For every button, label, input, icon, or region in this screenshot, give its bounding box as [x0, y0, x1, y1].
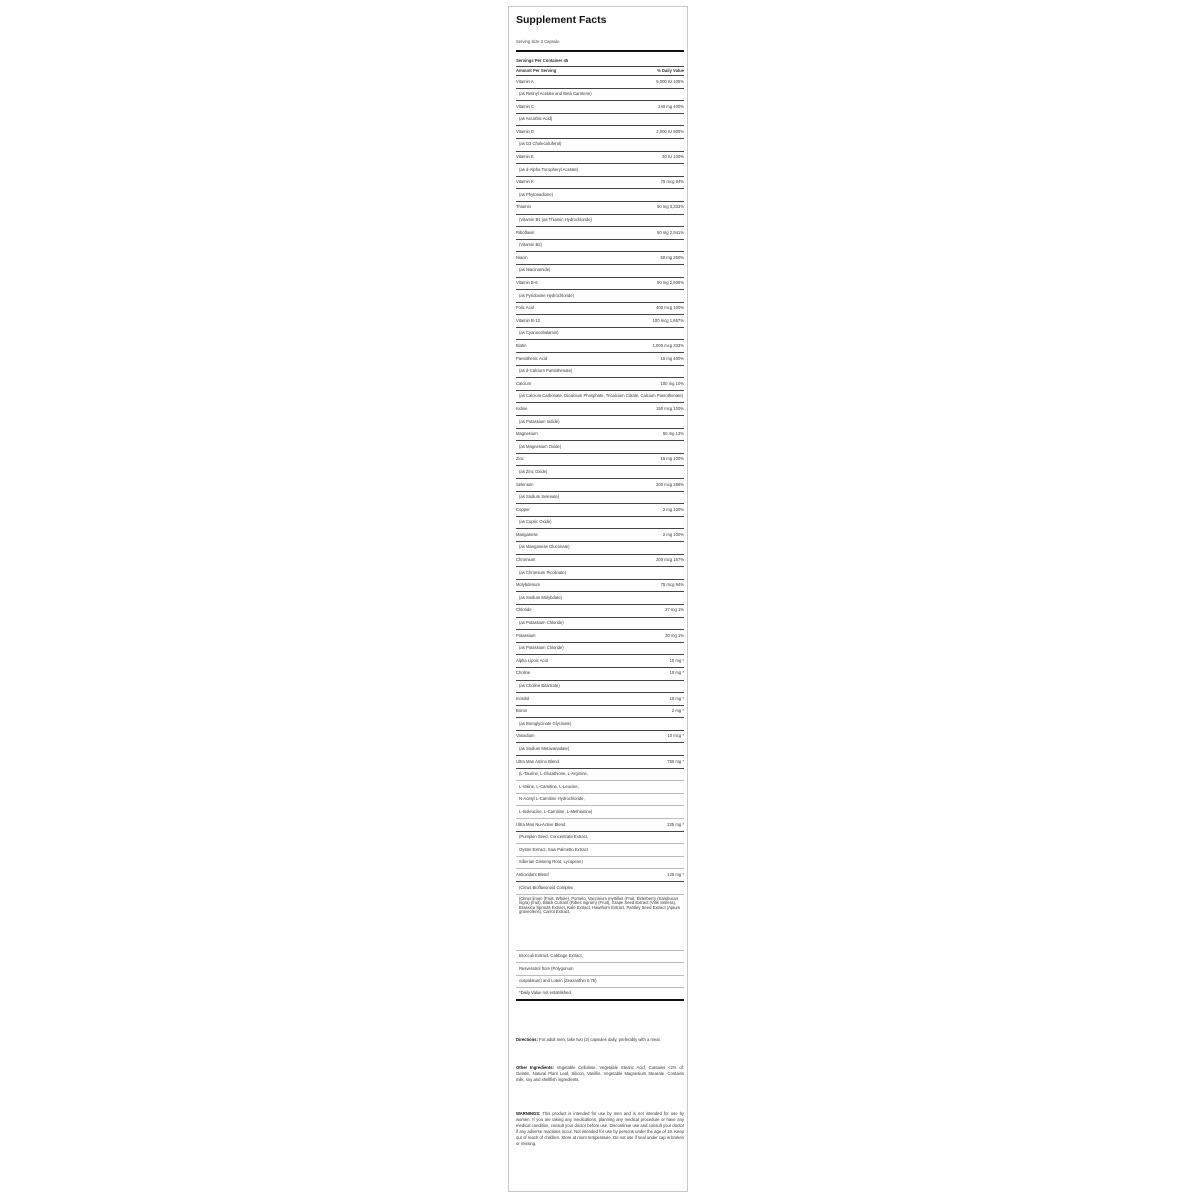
blend-row-label: Ultra Man Amino Blend	[516, 758, 559, 764]
nutrient-source-label: (as Chromium Picolinate)	[519, 569, 567, 575]
blend-ingredient	[516, 844, 684, 857]
nutrient-row	[516, 479, 684, 492]
nutrient-source-label: (Vitamin B2)	[519, 242, 542, 248]
nutrient-source	[516, 466, 684, 479]
nutrient-source-label: (as Calcium Carbonate, Dicalcium Phosphate, Tricalcium Citrate, Calcium Pantothenate)	[519, 393, 684, 399]
nutrient-row-label: Selenium	[516, 481, 534, 487]
blend-ingredient	[516, 895, 684, 951]
nutrient-row	[516, 101, 684, 114]
nutrient-source	[516, 114, 684, 127]
blend-ingredient-label: (Citrus Bioflavonoid Complex	[519, 884, 573, 890]
nutrient-source-label: (as Cyanocobalamin)	[519, 330, 559, 336]
nutrient-row-amount: 400 mcg 100%	[656, 305, 684, 311]
nutrient-row	[516, 303, 684, 316]
nutrient-source	[516, 240, 684, 253]
nutrient-row-label: Riboflavin	[516, 229, 535, 235]
nutrient-row-amount: 30 mg 1%	[665, 632, 684, 638]
nutrient-row-label: Vanadium	[516, 733, 535, 739]
blend-ingredient	[516, 832, 684, 845]
nutrient-source-label: (as Magnesium Oxide)	[519, 443, 562, 449]
blend-row	[516, 756, 684, 769]
nutrient-row-label: Thiamin	[516, 204, 531, 210]
blend-ingredient	[516, 963, 684, 976]
warnings-label: WARNINGS:	[516, 1111, 541, 1116]
nutrient-source-label: (as Ascorbic Acid)	[519, 116, 553, 122]
nutrient-row-label: Inositol	[516, 695, 530, 701]
blend-ingredient-label: (Citrus limon (Fruit, Whole), Pomelo, Vaccinium myrtillus (Fruit, Elderberry (Sambucus nigra) (fruit), Black Currant (Ribes nigrum) (Fruit), Grape Seed Extract (Vitis vinifera), Brassica Sprouts Extract, Kale Extract, Hawthorn Extract, Parsley Seed Extract (Apium graveolens), Carrot Extract,	[519, 895, 681, 915]
directions-text	[516, 1037, 684, 1043]
table-header	[516, 67, 684, 76]
nutrient-row	[516, 605, 684, 618]
blend-row-label: Ultra Man Nu-Active Blend	[516, 821, 566, 827]
nutrient-row-label: Vitamin E	[516, 154, 534, 160]
blend-ingredient-label: Resveratrol from (Polygonum	[519, 965, 574, 971]
nutrient-source-label: (as Pyridoxine Hydrochloride)	[519, 292, 574, 298]
nutrient-row	[516, 126, 684, 139]
blend-ingredient-label: (L-Taurine, L-Glutathione, L-Arginine,	[519, 771, 588, 777]
nutrient-source	[516, 366, 684, 379]
nutrient-row-amount: 50 mg 250%	[660, 254, 684, 260]
nutrient-row-label: Boron	[516, 708, 528, 714]
nutrient-row-amount: 2 mg *	[671, 708, 684, 714]
nutrient-source	[516, 139, 684, 152]
footnote	[516, 988, 684, 1001]
nutrient-source-label: (as Phytonadione)	[519, 191, 553, 197]
nutrient-source	[516, 328, 684, 341]
nutrient-source-label: (as Niacinamide)	[519, 267, 551, 273]
nutrient-row-label: Vitamin B-6	[516, 280, 538, 285]
warnings-body: This product is intended for use by men and is not intended for use by women. If you are taking any medications, planning any medical procedure or have any medical condition, consult your doctor before use. Discontinue use and consult your doctor if any adverse reactions occur. Not intended for use by persons under the age of 18. Keep out of reach of children. Store at room temperature. Do not use if seal under cap is broken or missing.	[516, 1111, 684, 1147]
nutrient-row-amount: 10 mcg *	[667, 733, 684, 739]
nutrient-row	[516, 630, 684, 643]
other-ingredients-body: Vegetable Cellulose, Vegetable Stearic Acid, Contains <2% of: Gelatin, Natural Plant Leaf, Silicon, Vanillin, Vegetable Magnesium Stearate. Contains milk, soy and shellfish ingredients.	[516, 1065, 684, 1083]
blend-ingredient	[516, 951, 684, 964]
nutrient-source	[516, 743, 684, 756]
nutrient-row	[516, 731, 684, 744]
nutrient-row-label: Vitamin B-12	[516, 317, 540, 323]
nutrient-source	[516, 643, 684, 656]
nutrient-source	[516, 215, 684, 228]
nutrient-source	[516, 492, 684, 505]
nutrient-row	[516, 315, 684, 328]
nutrient-row	[516, 227, 684, 240]
nutrient-source	[516, 290, 684, 303]
nutrient-source-label: (as Boroglycinate Glycinate)	[519, 720, 572, 726]
panel-title: Supplement Facts	[516, 14, 607, 26]
nutrient-row	[516, 340, 684, 353]
nutrient-row-amount: 15 mg 100%	[660, 456, 684, 462]
directions-label: Directions:	[516, 1037, 538, 1042]
servings-per-container	[516, 57, 684, 67]
nutrient-table	[516, 57, 684, 1001]
nutrient-source	[516, 164, 684, 177]
servings-per-container-label: Servings Per Container 45	[516, 58, 569, 64]
nutrient-row-label: Niacin	[516, 254, 528, 260]
nutrient-row-label: Chromium	[516, 557, 536, 563]
nutrient-row-amount: 50 mg 2,500%	[656, 280, 684, 285]
nutrient-source	[516, 567, 684, 580]
nutrient-row-amount: 150 mcg 100%	[656, 405, 684, 411]
nutrient-row-amount: 50 mg 3,333%	[656, 204, 684, 210]
nutrient-row	[516, 353, 684, 366]
blend-ingredient-label: cuspidatum) and Lutein (Zeaxanthin 0.75)	[519, 978, 597, 984]
nutrient-source-label: (as Manganese Gluconate)	[519, 544, 570, 550]
nutrient-row-amount: 200 mcg 286%	[656, 481, 684, 487]
nutrient-row-label: Vitamin K	[516, 179, 534, 185]
nutrient-row	[516, 454, 684, 467]
nutrient-row	[516, 177, 684, 190]
nutrient-row-label: Biotin	[516, 342, 527, 348]
nutrient-row	[516, 202, 684, 215]
nutrient-row	[516, 429, 684, 442]
nutrient-row-label: Manganese	[516, 531, 538, 537]
nutrient-row-label: Zinc	[516, 456, 524, 462]
nutrient-source-label: (as Sodium Metavanadate)	[519, 745, 570, 751]
nutrient-row-amount: 27 mg 1%	[665, 607, 684, 613]
nutrient-row	[516, 580, 684, 593]
nutrient-source-label: (as d-Alpha Tocopheryl Acetate)	[519, 166, 579, 172]
nutrient-source-label: (as Retinyl Acetate and Beta Carotene)	[519, 91, 592, 97]
nutrient-row-amount: 2,000 IU 500%	[656, 128, 684, 134]
nutrient-row-label: Vitamin C	[516, 103, 535, 109]
nutrient-row-amount: 50 mg 2,941%	[656, 229, 684, 235]
nutrient-source-label: (Vitamin B1 (as Thiamin Hydrochloride)	[519, 217, 592, 223]
nutrient-source	[516, 718, 684, 731]
nutrient-row-label: Pantothenic Acid	[516, 355, 548, 361]
nutrient-row-label: Copper	[516, 506, 530, 512]
nutrient-source	[516, 89, 684, 102]
other-ingredients-text	[516, 1065, 684, 1083]
nutrient-row-amount: 75 mcg 94%	[660, 582, 684, 588]
blend-row-amount: 125 mg *	[667, 871, 684, 877]
blend-ingredient	[516, 976, 684, 989]
nutrient-source	[516, 441, 684, 454]
blend-ingredient-label: Broccoli Extract, Cabbage Extract,	[519, 953, 583, 959]
nutrient-source	[516, 416, 684, 429]
blend-ingredient	[516, 794, 684, 807]
nutrient-row-amount: 75 mcg 94%	[660, 179, 684, 185]
nutrient-source	[516, 265, 684, 278]
nutrient-row-amount: 240 mg 400%	[658, 103, 684, 109]
nutrient-row-amount: 10 mg *	[669, 695, 684, 701]
nutrient-row-label: Folic Acid	[516, 305, 534, 311]
nutrient-row-amount: 1,000 mcg 333%	[652, 342, 684, 348]
nutrient-source-label: (as Choline Bitartrate)	[519, 683, 560, 688]
nutrient-source	[516, 681, 684, 694]
nutrient-source-label: (as Zinc Oxide)	[519, 468, 548, 474]
nutrient-row	[516, 252, 684, 265]
nutrient-source-label: (as Potassium Chloride)	[519, 620, 564, 626]
nutrient-row-amount: 10 mg *	[669, 670, 684, 676]
divider-thick	[516, 50, 684, 52]
blend-ingredient-label: (Pumpkin Seed, Concentrate Extract,	[519, 834, 589, 840]
blend-ingredient	[516, 769, 684, 782]
other-ingredients-label: Other Ingredients:	[516, 1065, 554, 1070]
blend-row-amount: 225 mg *	[667, 821, 684, 827]
blend-ingredient-label: N-Acetyl L-Carnitine Hydrochloride,	[519, 796, 585, 802]
nutrient-source	[516, 391, 684, 404]
nutrient-source-label: (as D3 Cholecalciferol)	[519, 141, 562, 147]
nutrient-row	[516, 529, 684, 542]
blend-ingredient-label: Oyster Extract, Saw Palmetto Extract	[519, 846, 588, 852]
blend-row-label: Antioxidant Blend	[516, 871, 549, 877]
nutrient-row-amount: 100 mcg 1,667%	[652, 317, 684, 323]
nutrient-row-amount: 50 mg 13%	[662, 431, 684, 437]
serving-size: Serving Size 3 Capsule	[516, 39, 560, 44]
blend-ingredient-label: L-Valine, L-Carnitine, L-Leucine,	[519, 783, 579, 789]
nutrient-row	[516, 76, 684, 89]
nutrient-row-amount: 10 mg *	[669, 657, 684, 663]
nutrient-row	[516, 278, 684, 291]
nutrient-source-label: (as Potassium Iodide)	[519, 418, 560, 424]
nutrient-row-amount: 30 IU 100%	[662, 154, 684, 160]
nutrient-row-amount: 2 mg 100%	[662, 506, 684, 512]
directions-body: For adult men, take two (2) capsules daily, preferably with a meal.	[539, 1037, 661, 1042]
nutrient-row-amount: 200 mcg 167%	[656, 557, 684, 563]
nutrient-row	[516, 378, 684, 391]
nutrient-source-label: (as Sodium Molybdate)	[519, 594, 563, 600]
nutrient-row-label: Chloride	[516, 607, 532, 613]
nutrient-row	[516, 655, 684, 668]
nutrient-row-label: Vitamin A	[516, 78, 534, 84]
blend-ingredient-label: Siberian Ginseng Root, Lycopene)	[519, 859, 583, 865]
nutrient-row-label: Vitamin D	[516, 128, 535, 134]
blend-ingredient	[516, 857, 684, 870]
nutrient-source	[516, 189, 684, 202]
blend-ingredient	[516, 781, 684, 794]
table-header-label: Amount Per Serving	[516, 67, 557, 73]
blend-ingredient	[516, 806, 684, 819]
supplement-facts-panel	[508, 6, 688, 1192]
warnings-text	[516, 1111, 684, 1148]
nutrient-row-label: Alpha Lipoic Acid	[516, 657, 548, 663]
nutrient-row-label: Iodine	[516, 405, 528, 411]
nutrient-row-amount: 100 mg 10%	[660, 380, 684, 386]
nutrient-row-amount: 2 mg 100%	[662, 531, 684, 537]
nutrient-source-label: (as Potassium Chloride)	[519, 645, 564, 651]
nutrient-source	[516, 592, 684, 605]
nutrient-row	[516, 403, 684, 416]
footnote-label: *Daily Value not established.	[519, 990, 572, 996]
nutrient-row	[516, 693, 684, 706]
blend-row	[516, 819, 684, 832]
nutrient-source-label: (as d-Calcium Pantothenate)	[519, 368, 573, 374]
nutrient-row	[516, 555, 684, 568]
nutrient-row-label: Molybdenum	[516, 582, 540, 588]
nutrient-row-amount: 5,000 IU 100%	[656, 78, 684, 84]
nutrient-row-label: Choline	[516, 670, 531, 676]
blend-ingredient	[516, 882, 684, 895]
blend-row-amount: 750 mg *	[667, 758, 684, 764]
nutrient-source-label: (as Sodium Selenate)	[519, 494, 560, 500]
nutrient-source-label: (as Cupric Oxide)	[519, 519, 552, 525]
blend-row	[516, 869, 684, 882]
nutrient-row	[516, 504, 684, 517]
nutrient-row-label: Calcium	[516, 380, 532, 386]
blend-ingredient-label: L-Isoleucine, L-Carnitine, L-Methionine)	[519, 808, 593, 814]
nutrient-row-label: Magnesium	[516, 431, 538, 437]
nutrient-source	[516, 517, 684, 530]
nutrient-source	[516, 542, 684, 555]
nutrient-row-label: Potassium	[516, 632, 536, 638]
nutrient-row	[516, 706, 684, 719]
nutrient-row-amount: 15 mg 400%	[660, 355, 684, 361]
nutrient-row	[516, 152, 684, 165]
table-header-amount: % Daily Value	[657, 67, 684, 73]
nutrient-row	[516, 668, 684, 681]
nutrient-source	[516, 618, 684, 631]
